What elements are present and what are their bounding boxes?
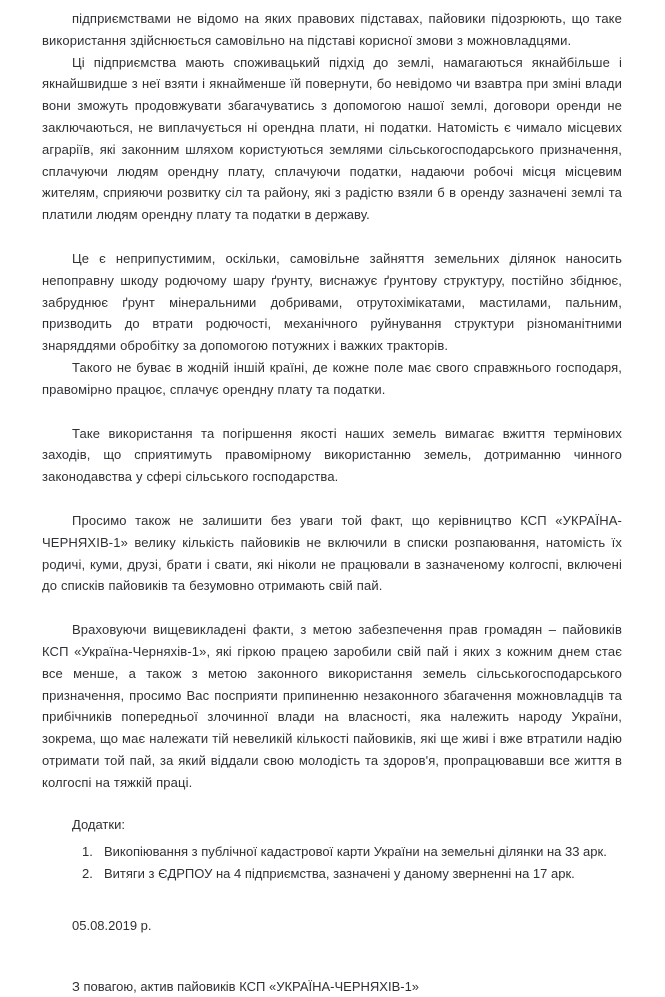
block-spacer xyxy=(42,226,622,248)
block-spacer xyxy=(42,597,622,619)
block-spacer xyxy=(42,401,622,423)
document-body xyxy=(42,8,622,997)
document-date: 05.08.2019 р. xyxy=(72,917,152,933)
attachments-list xyxy=(42,841,622,885)
paragraph-1: підприємствами не відомо на яких правових підставах, пайовики підозрюють, що таке використання здійснюється самовільно на підставі корисної змови з можновладцями. xyxy=(42,11,622,48)
paragraph-4: Такого не буває в жодній іншій країні, де кожне поле має свого справжнього господаря, правомірно працює, сплачує орендну плату та податки. xyxy=(42,359,622,397)
block-spacer xyxy=(42,967,622,976)
list-item: Викопіювання з публічної кадастрової карти України на земельні ділянки на 33 арк. xyxy=(104,844,607,860)
paragraph-3: Це є неприпустимим, оскільки, самовільне зайняття земельних ділянок наносить непоправну шкоду родючому шару ґрунту, виснажує ґрунтову структуру, постійно збіднює, забруднює ґрунт мінеральними добривами, отрутохімікатами, мастилами, пальним, призводить до втрати родючості, механічного руйнування структури різноманітними знаряддями обробітку за допомогою потужних і важких тракторів. xyxy=(42,250,622,354)
paragraph-2: Ці підприємства мають споживацький підхід до землі, намагаються якнайбільше і якнайшвидше з неї взяти і якнайменше їй повернути, бо невідомо чи взавтра при зміні влади вони зможуть продовжувати збагачуватись з допомогою нашої землі, договори оренди не заключаються, не виплачується ні орендна плати, ні податки. Натомість є чимало місцевих аграріїв, які законним шляхом користуються землями сільськогосподарського призначення, сплачуючи людям орендну плату, сплачуючи податки, надаючи робочі місця місцевим жителям, сприяючи розвитку сіл та району, які з радістю взяли б в оренду зазначені землі та платили людям орендну плату та податки в державу. xyxy=(42,54,622,223)
paragraph-6: Просимо також не залишити без уваги той факт, що керівництво КСП «УКРАЇНА-ЧЕРНЯХІВ-1» велику кількість пайовиків не включили в списки розпаювання, натомість їх родичі, куми, друзі, брати і свати, які ніколи не працювали в зазначеному колгоспі, включені до списків пайовиків та безумовно отримають свій пай. xyxy=(42,512,622,594)
block-spacer xyxy=(42,488,622,510)
attachments-heading: Додатки: xyxy=(72,816,125,832)
signature-line: З повагою, актив пайовиків КСП «УКРАЇНА-ЧЕРНЯХІВ-1» xyxy=(72,978,420,994)
block-spacer xyxy=(42,794,622,814)
block-spacer xyxy=(42,885,622,915)
paragraph-5: Таке використання та погіршення якості наших земель вимагає вжиття термінових заходів, що сприятимуть правомірному використанню земель, дотриманню чинного законодавства у сфері сільського господарства. xyxy=(42,425,622,485)
list-item: Витяги з ЄДРПОУ на 4 підприємства, зазначені у даному зверненні на 17 арк. xyxy=(104,866,575,882)
block-spacer xyxy=(42,937,622,967)
paragraph-7: Враховуючи вищевикладені факти, з метою забезпечення прав громадян – пайовиків КСП «Україна-Черняхів-1», які гіркою працею заробили свій пай і яких з кожним днем стає все менше, а також з метою законного використання земель сільськогосподарського призначення, просимо Вас посприяти припиненню незаконного збагачення можновладців та прибічників попередньої злочинної влади на власності, яка належить народу України, зокрема, що має належати тій невеликій кількості пайовиків, які ще живі і вже втратили надію отримати той пай, за який віддали свою молодість та здоров'я, пропрацювавши все життя в колгоспі на тяжкій праці. xyxy=(42,622,622,790)
